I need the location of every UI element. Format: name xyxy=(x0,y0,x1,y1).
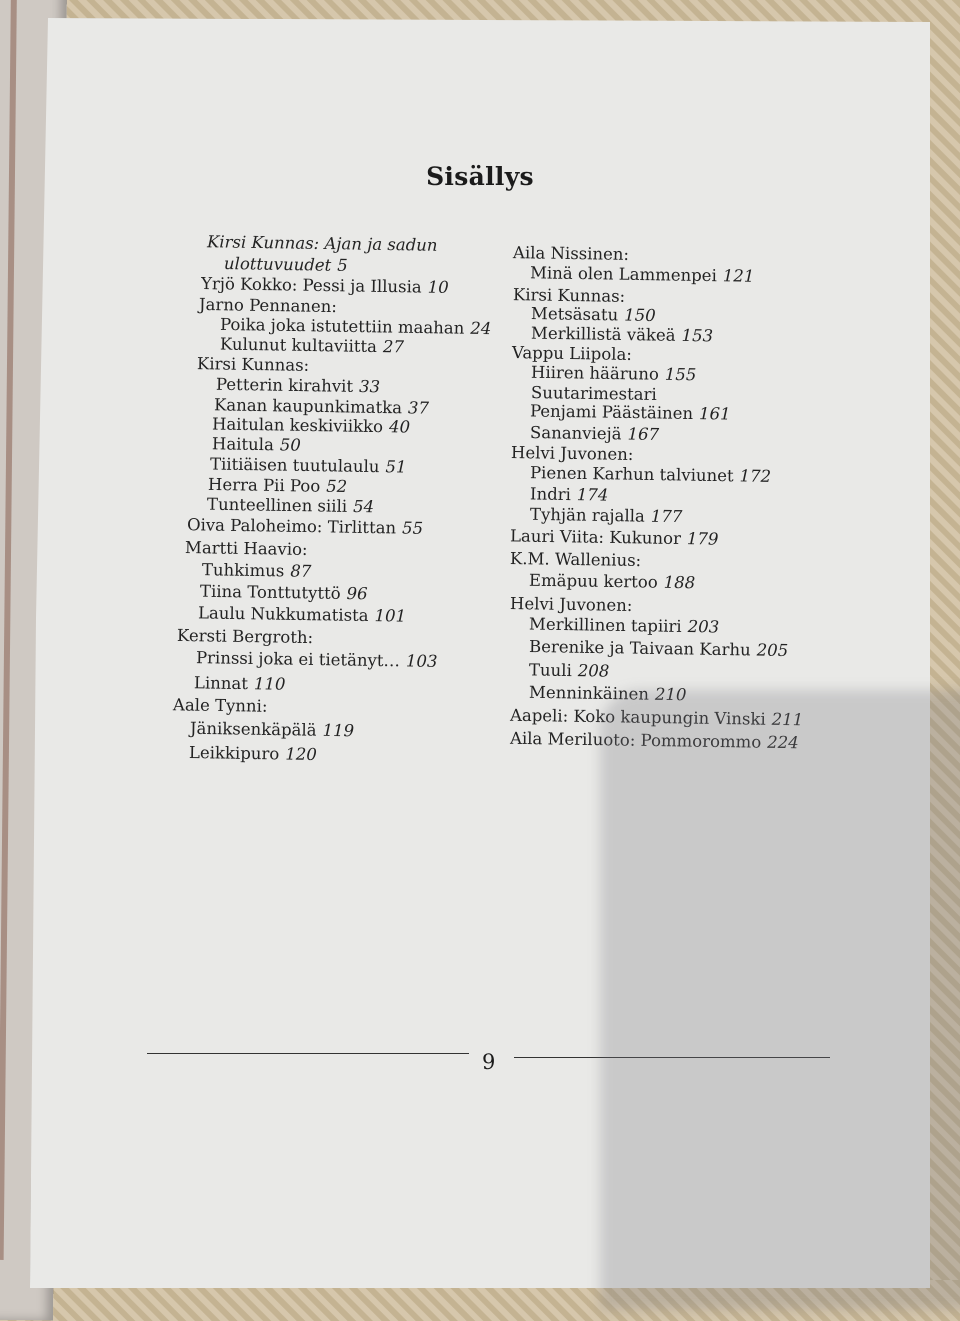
hand-shadow xyxy=(600,690,960,1310)
toc-entry xyxy=(188,742,317,765)
toc-entry-page-number: 155 xyxy=(664,364,697,385)
toc-entry xyxy=(528,614,720,637)
toc-entry xyxy=(196,650,438,670)
page-title: Sisällys xyxy=(426,161,534,191)
toc-entry-page-number: 24 xyxy=(470,318,492,339)
toc-entry xyxy=(530,362,697,385)
toc-entry xyxy=(207,234,438,254)
toc-entry-title: Oiva Paloheimo: Tirlittan xyxy=(186,515,397,538)
toc-entry-title: Jarno Pennanen: xyxy=(198,294,338,317)
toc-entry-title: Linnat xyxy=(193,673,249,694)
toc-entry-page-number: 224 xyxy=(767,732,799,753)
toc-entry xyxy=(530,265,755,285)
toc-entry xyxy=(173,697,268,715)
toc-entry-page-number: 177 xyxy=(650,506,683,527)
page-number: 9 xyxy=(482,1050,496,1074)
toc-entry-page-number: 10 xyxy=(427,277,449,297)
toc-entry xyxy=(529,504,683,527)
toc-entry-title: Kersti Bergroth: xyxy=(176,625,314,648)
toc-entry-page-number: 54 xyxy=(352,496,375,517)
toc-entry-title: Penjami Päästäinen xyxy=(529,401,694,423)
toc-entry-page-number: 208 xyxy=(577,661,610,681)
toc-entry xyxy=(198,605,406,625)
toc-entry xyxy=(210,456,407,476)
toc-entry-title: Laulu Nukkumatista xyxy=(197,603,369,626)
toc-entry-page-number: 211 xyxy=(771,709,804,730)
toc-entry xyxy=(176,625,314,648)
toc-entry xyxy=(513,245,629,263)
toc-entry-title: ulottuvuudet xyxy=(223,254,332,275)
toc-entry xyxy=(201,276,449,296)
toc-entry-title: Prinssi joka ei tietänyt… xyxy=(195,648,401,671)
toc-entry xyxy=(528,570,696,593)
toc-entry-title: Tiitiäisen tuutulaulu xyxy=(209,454,380,477)
toc-entry xyxy=(530,465,771,485)
toc-entry-title: Tuhkimus xyxy=(201,560,285,581)
toc-entry-page-number: 37 xyxy=(407,398,430,418)
toc-entry-title: Aapeli: Koko kaupungin Vinski xyxy=(509,705,766,729)
toc-entry xyxy=(212,436,301,454)
toc-entry xyxy=(212,416,410,436)
toc-entry-title: Jäniksenkäpälä xyxy=(189,718,317,740)
toc-entry xyxy=(509,548,642,571)
toc-entry-title: Vappu Liipola: xyxy=(511,343,633,364)
toc-entry xyxy=(185,540,308,558)
toc-entry xyxy=(513,287,625,305)
toc-entry-page-number: 203 xyxy=(687,617,720,637)
toc-entry-page-number: 96 xyxy=(346,583,368,604)
footer-rule-left xyxy=(147,1053,469,1054)
toc-entry-page-number: 121 xyxy=(722,266,755,286)
toc-entry-title: Suutarimestari xyxy=(530,383,657,404)
toc-entry-title: Menninkäinen xyxy=(528,682,650,704)
toc-entry xyxy=(199,581,368,604)
toc-entry-page-number: 103 xyxy=(405,651,438,671)
toc-entry-title: Emäpuu kertoo xyxy=(528,570,658,592)
toc-entry-page-number: 51 xyxy=(385,457,407,477)
toc-entry xyxy=(510,596,633,614)
toc-entry-title: Tuuli xyxy=(528,660,572,681)
toc-entry xyxy=(198,294,338,317)
toc-entry xyxy=(215,374,381,397)
toc-entry-page-number: 120 xyxy=(285,744,317,765)
toc-entry-title: Petterin kirahvit xyxy=(215,374,354,396)
toc-entry xyxy=(206,494,375,517)
toc-entry xyxy=(219,334,405,357)
toc-entry-title: K.M. Wallenius: xyxy=(509,548,642,571)
toc-entry-title: Poika joka istutettiin maahan xyxy=(219,314,465,338)
toc-entry-page-number: 167 xyxy=(627,424,660,445)
toc-entry-title: Hiiren hääruno xyxy=(530,362,659,384)
toc-entry-title: Tyhjän rajalla xyxy=(529,504,646,526)
toc-entry-title: Aila Nissinen: xyxy=(512,243,630,264)
toc-entry-page-number: 174 xyxy=(576,485,609,505)
toc-entry-title: Herra Pii Poo xyxy=(207,474,321,496)
toc-entry-page-number: 101 xyxy=(374,606,407,626)
toc-entry-page-number: 150 xyxy=(624,305,656,325)
toc-entry-title: Helvi Juvonen: xyxy=(509,594,633,615)
toc-entry xyxy=(510,528,719,548)
toc-entry xyxy=(529,662,610,680)
toc-entry xyxy=(189,718,355,741)
toc-entry-page-number: 27 xyxy=(382,337,405,357)
toc-entry xyxy=(530,323,714,346)
toc-entry-title: Yrjö Kokko: Pessi ja Illusia xyxy=(200,274,422,297)
toc-entry-page-number: 87 xyxy=(290,561,312,581)
toc-entry-title: Helvi Juvonen: xyxy=(510,443,634,464)
toc-entry xyxy=(512,345,632,363)
toc-entry xyxy=(531,306,656,324)
toc-entry-title: Lauri Viita: Kukunor xyxy=(509,526,682,549)
toc-entry-title: Tunteellinen siili xyxy=(206,494,348,516)
toc-entry xyxy=(530,403,731,423)
toc-entry-title: Kirsi Kunnas: xyxy=(196,354,310,375)
toc-entry-title: Minä olen Lammenpei xyxy=(529,263,717,286)
toc-entry-page-number: 210 xyxy=(654,684,687,705)
toc-entry xyxy=(194,675,286,693)
toc-entry-title: Indri xyxy=(529,484,572,505)
toc-entry-title: Pienen Karhun talviunet xyxy=(529,463,734,486)
toc-entry xyxy=(202,562,312,580)
toc-entry-page-number: 161 xyxy=(698,404,731,424)
toc-entry-title: Kanan kaupunkimatka xyxy=(213,395,403,418)
toc-entry-page-number: 33 xyxy=(358,376,381,397)
toc-entry xyxy=(207,474,348,497)
toc-entry-title: Merkillinen tapiiri xyxy=(528,614,682,636)
toc-entry xyxy=(528,636,789,661)
toc-entry xyxy=(529,422,660,445)
toc-entry-title: Leikkipuro xyxy=(188,742,280,764)
toc-entry-title: Kirsi Kunnas: xyxy=(512,285,626,306)
toc-entry-title: Tiina Tonttutyttö xyxy=(199,581,341,603)
toc-entry-title: Sananviejä xyxy=(529,422,622,444)
toc-entry-page-number: 55 xyxy=(401,518,424,538)
toc-entry-title: Kirsi Kunnas: Ajan ja sadun xyxy=(206,232,438,255)
toc-entry-page-number: 172 xyxy=(739,466,772,486)
toc-entry-page-number: 153 xyxy=(681,325,714,346)
toc-entry-title: Aale Tynni: xyxy=(172,695,268,716)
toc-entry-title: Haitulan keskiviikko xyxy=(211,414,384,437)
toc-entry-page-number: 50 xyxy=(279,435,302,455)
toc-entry-page-number: 188 xyxy=(663,572,696,593)
toc-entry xyxy=(187,517,423,537)
toc-entry-page-number: 40 xyxy=(388,417,411,437)
toc-entry-title: Haitula xyxy=(211,434,275,455)
toc-entry xyxy=(197,356,309,374)
toc-entry-page-number: 179 xyxy=(686,529,719,549)
toc-entry-page-number: 5 xyxy=(337,255,348,275)
toc-entry-page-number: 52 xyxy=(326,476,348,497)
toc-entry-page-number: 205 xyxy=(756,640,789,661)
toc-entry-title: Aila Meriluoto: Pommorommo xyxy=(509,728,762,752)
toc-entry-title: Martti Haavio: xyxy=(184,538,308,559)
toc-entry-title: Metsäsatu xyxy=(530,304,619,325)
toc-entry-page-number: 119 xyxy=(322,720,355,741)
toc-entry xyxy=(530,486,609,504)
toc-entry xyxy=(531,385,657,403)
toc-entry xyxy=(224,256,348,274)
toc-entry-page-number: 110 xyxy=(253,674,286,694)
toc-entry-title: Berenike ja Taivaan Karhu xyxy=(528,636,751,660)
toc-entry xyxy=(511,445,634,463)
toc-entry-title: Merkillistä väkeä xyxy=(530,323,676,345)
toc-entry-title: Kulunut kultaviitta xyxy=(219,334,378,357)
